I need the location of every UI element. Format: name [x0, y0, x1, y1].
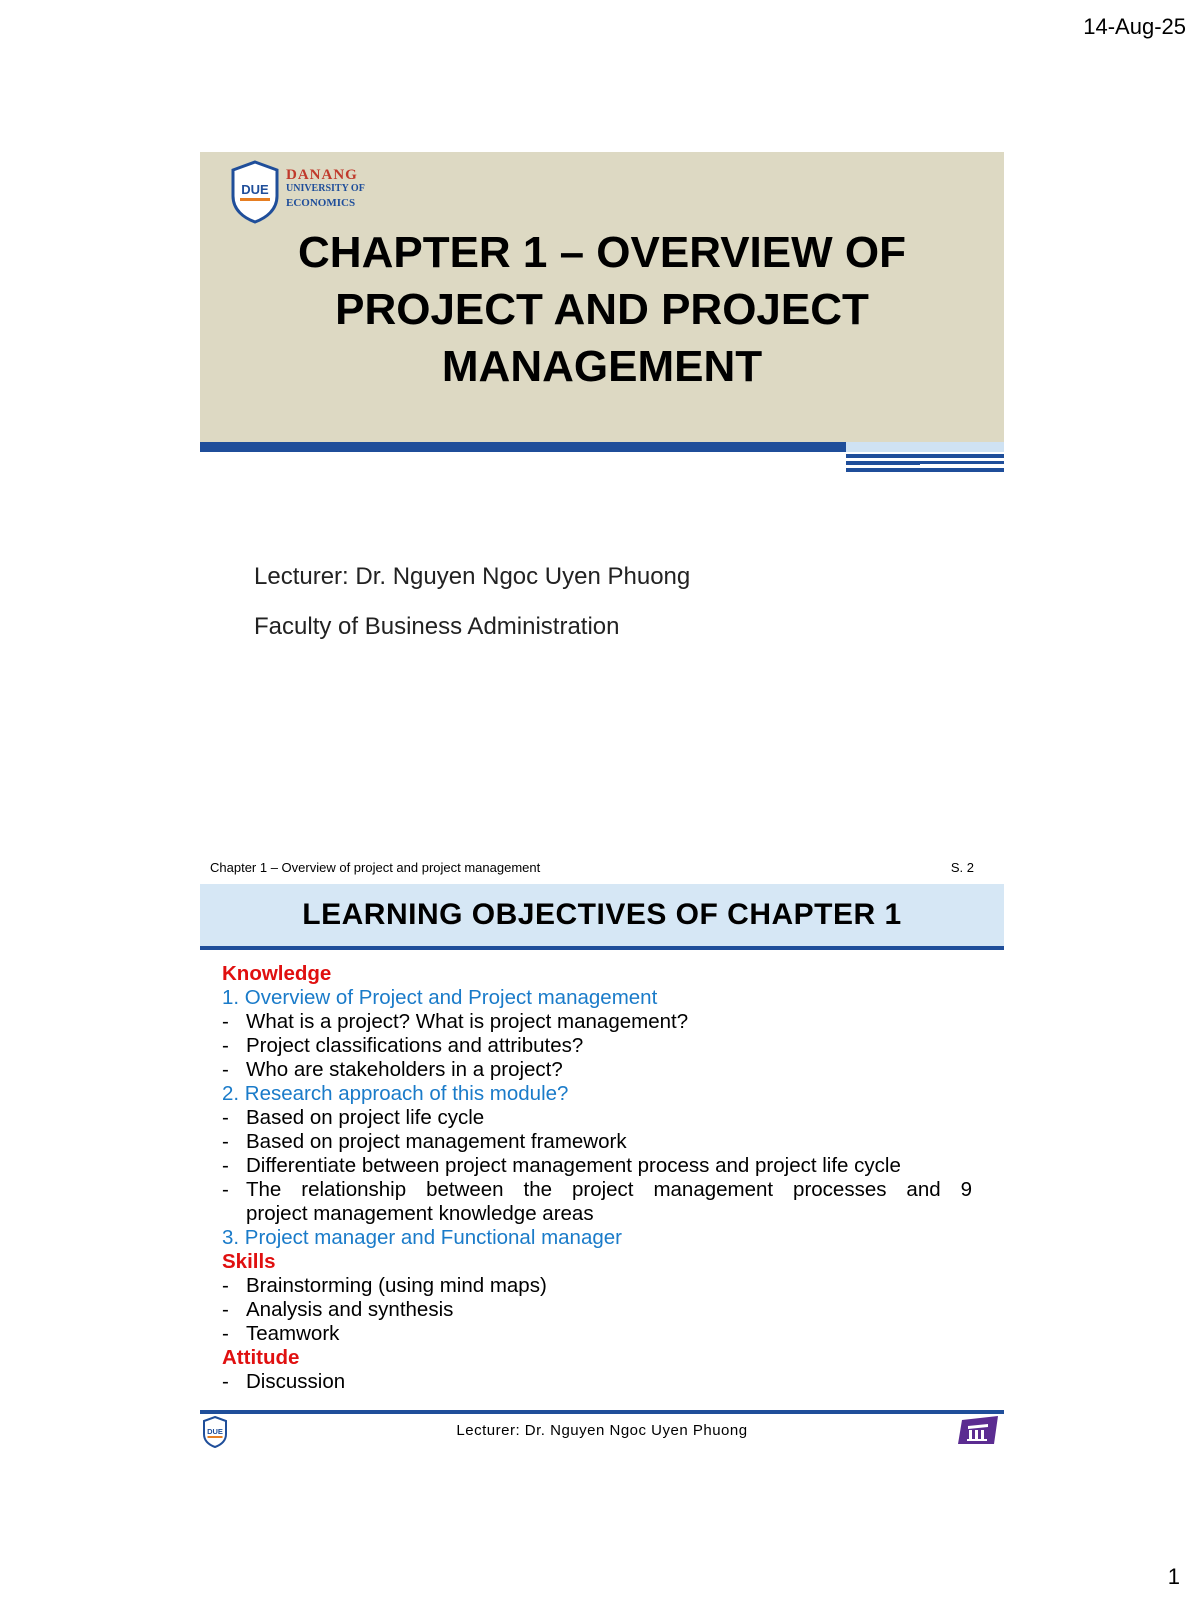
list-item: - Based on project management framework: [222, 1130, 627, 1153]
university-logo: [230, 160, 390, 224]
objectives-list: [222, 962, 972, 1394]
knowledge-heading: Knowledge: [222, 962, 332, 985]
logo-line-1: DANANG: [286, 167, 358, 183]
list-item: - Based on project life cycle: [222, 1106, 485, 1129]
chapter-title: [200, 224, 1004, 395]
section-heading-3: 3. Project manager and Functional manager: [222, 1226, 622, 1249]
slide-1: [200, 152, 1004, 482]
decorative-stripes: [200, 442, 1004, 482]
list-item: - The relationship between the project management processes and 9: [222, 1178, 972, 1201]
list-item: - Who are stakeholders in a project?: [222, 1058, 563, 1081]
objectives-title: LEARNING OBJECTIVES OF CHAPTER 1: [302, 898, 902, 931]
page-date: 14-Aug-25: [1083, 14, 1186, 39]
faculty-name: Faculty of Business Administration: [254, 613, 620, 640]
chapter-title-line-1: CHAPTER 1 – OVERVIEW OF: [298, 228, 906, 277]
list-item: - Project classifications and attributes?: [222, 1034, 584, 1057]
list-item: - Brainstorming (using mind maps): [222, 1274, 547, 1297]
slide-header-chapter: Chapter 1 – Overview of project and project management: [210, 860, 541, 875]
logo-line-3: ECONOMICS: [286, 197, 356, 209]
slide-2: [200, 854, 1004, 1454]
slide-1-meta: [254, 563, 690, 663]
slide-number: S. 2: [950, 860, 974, 875]
chapter-title-line-2: PROJECT AND PROJECT: [335, 285, 869, 334]
institution-building-icon: [958, 1414, 1000, 1446]
list-item: - Teamwork: [222, 1322, 340, 1345]
page-number: 1: [1167, 1564, 1180, 1589]
skills-heading: Skills: [222, 1250, 276, 1273]
logo-line-2: UNIVERSITY OF: [286, 183, 365, 194]
shield-icon: [230, 160, 280, 224]
attitude-heading: Attitude: [222, 1346, 300, 1369]
list-item: - What is a project? What is project management?: [222, 1010, 689, 1033]
list-item: - Differentiate between project management process and project life cycle: [222, 1154, 901, 1177]
title-banner: [200, 152, 1004, 442]
list-item: - Analysis and synthesis: [222, 1298, 454, 1321]
footer-lecturer: Lecturer: Dr. Nguyen Ngoc Uyen Phuong: [456, 1422, 748, 1439]
footer-rule: [200, 1410, 1004, 1414]
chapter-title-line-3: MANAGEMENT: [441, 342, 763, 391]
slide-header: [210, 860, 994, 875]
lecturer-name: Lecturer: Dr. Nguyen Ngoc Uyen Phuong: [254, 563, 691, 590]
section-heading-2: 2. Research approach of this module?: [222, 1082, 569, 1105]
list-item: - Discussion: [222, 1370, 346, 1393]
section-heading-1: 1. Overview of Project and Project management: [222, 986, 658, 1009]
list-item-continuation: project management knowledge areas: [246, 1202, 594, 1225]
objectives-title-band: [200, 884, 1004, 950]
mini-logo-badge: DUE: [207, 1427, 223, 1436]
logo-badge-text: DUE: [241, 182, 269, 197]
